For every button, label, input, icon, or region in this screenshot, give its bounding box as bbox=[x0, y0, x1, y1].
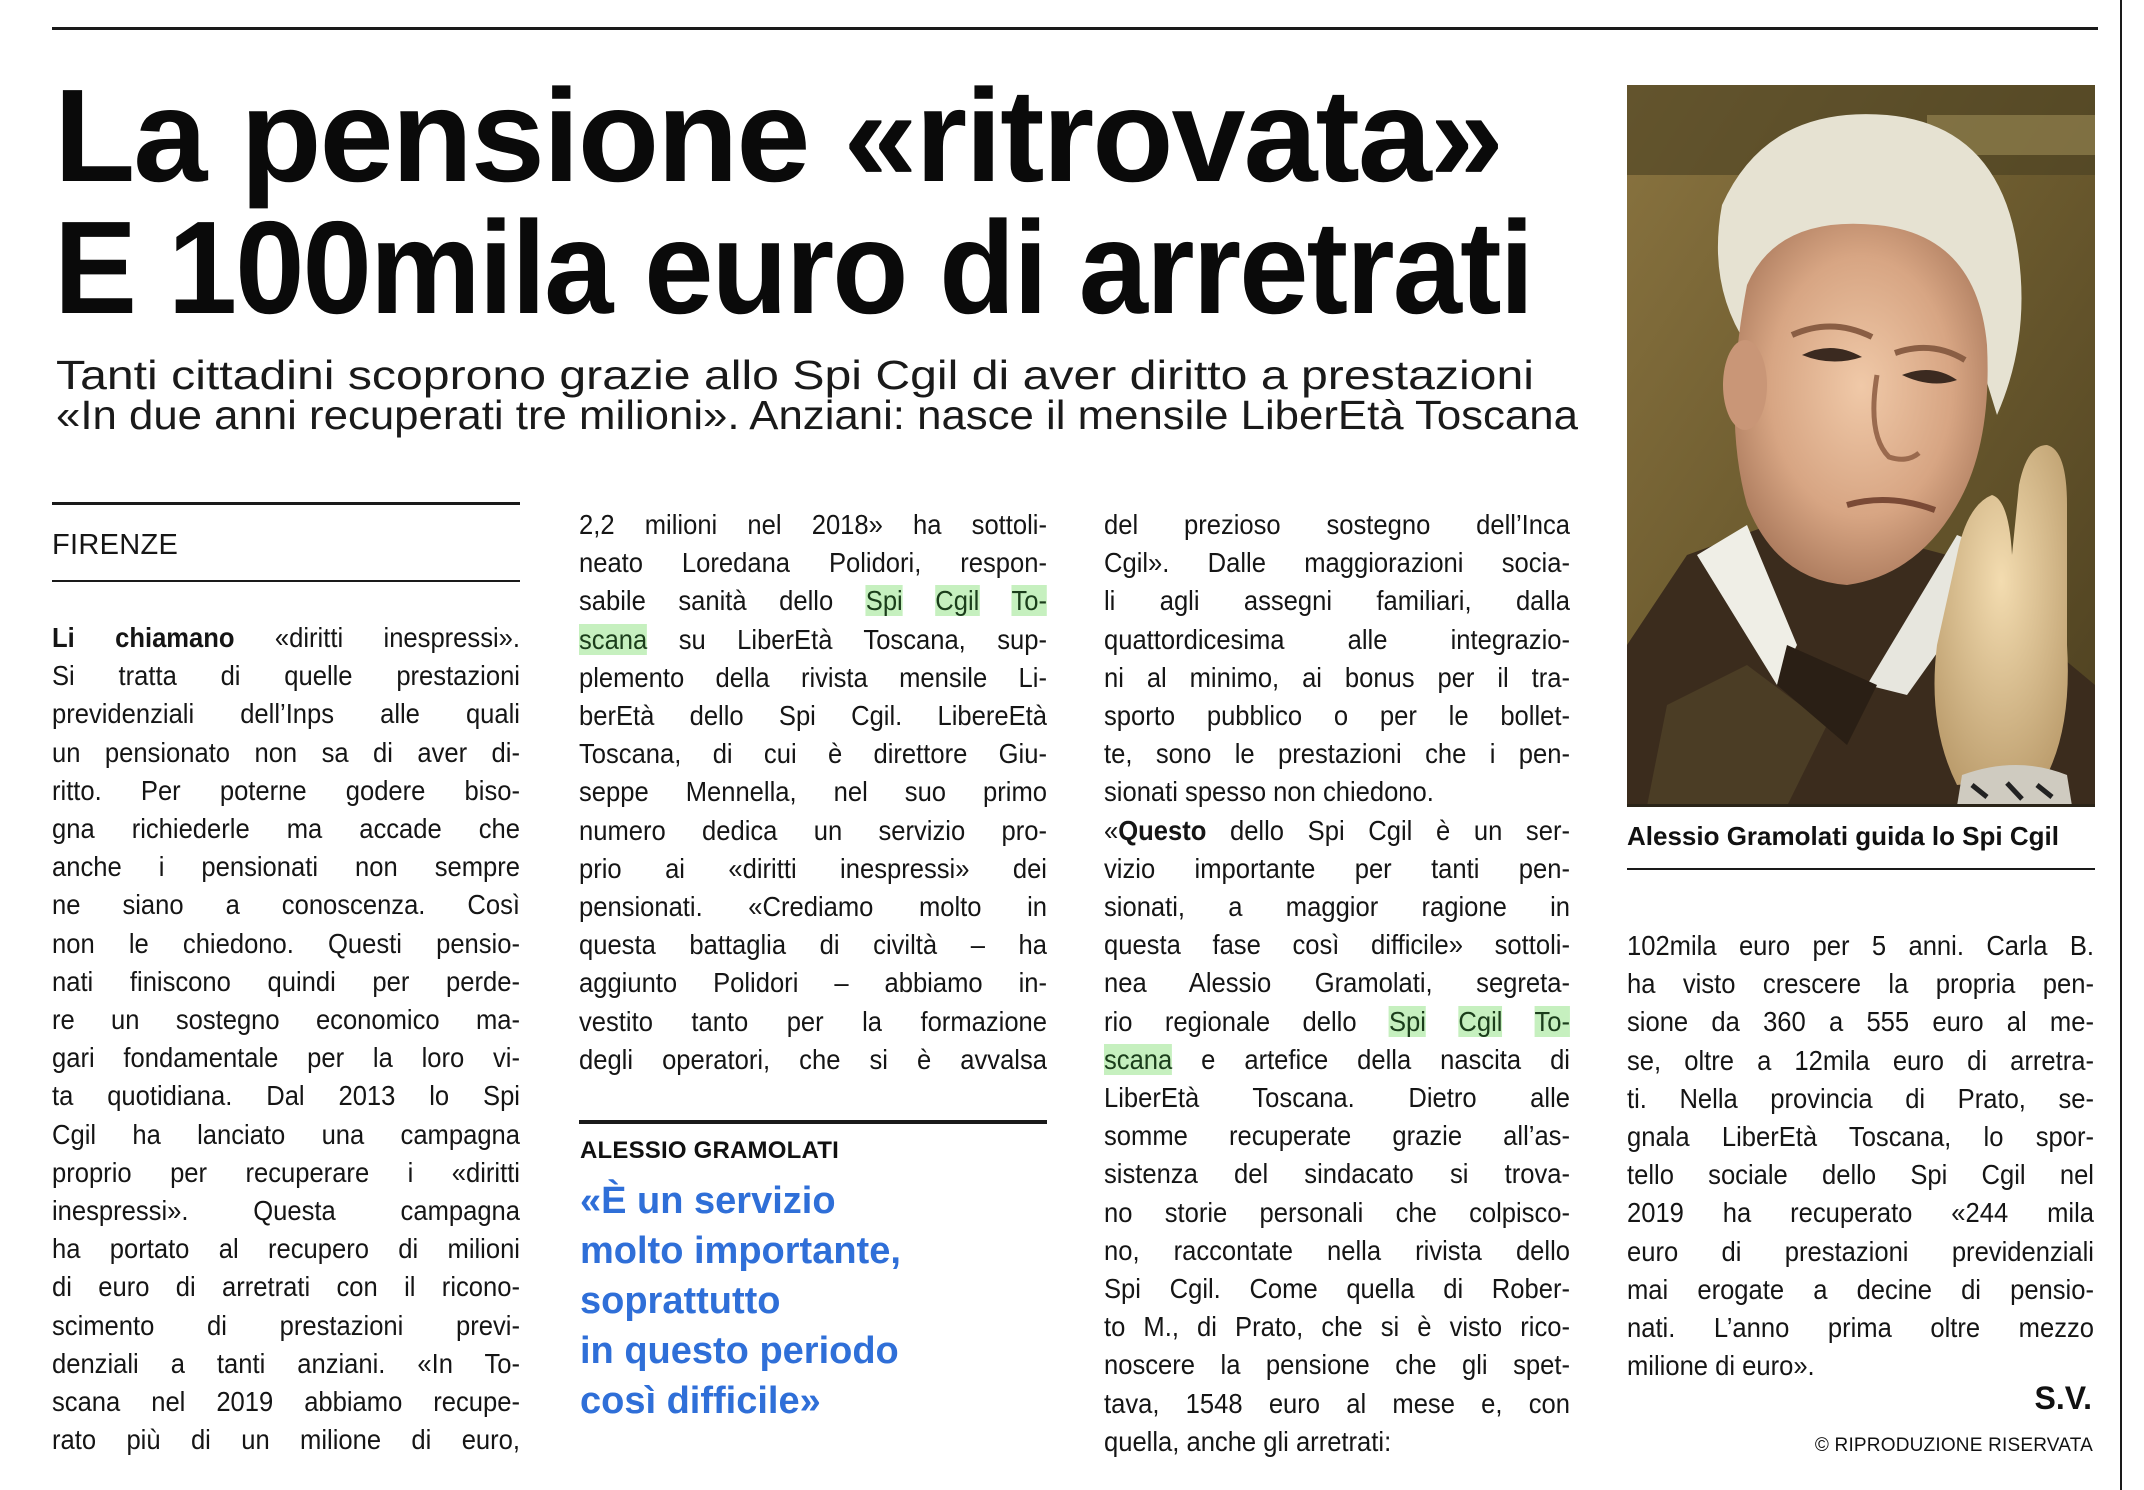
text-line bbox=[52, 1043, 520, 1073]
text-line bbox=[1104, 1427, 1570, 1457]
text-line bbox=[579, 816, 1047, 846]
quote-author: ALESSIO GRAMOLATI bbox=[580, 1137, 839, 1164]
author-signature: S.V. bbox=[2034, 1380, 2092, 1416]
text-line bbox=[52, 967, 520, 997]
text-segment: quattordicesima alle integrazio- bbox=[1104, 623, 1570, 655]
text-line bbox=[52, 1425, 520, 1455]
text-line bbox=[1104, 1083, 1570, 1113]
text-line bbox=[579, 701, 1047, 731]
highlighted-term: scana bbox=[1104, 1043, 1173, 1075]
quote-line: così difficile» bbox=[580, 1380, 821, 1422]
text-segment: gari fondamentale per la loro vi- bbox=[52, 1042, 520, 1074]
text-line bbox=[1104, 854, 1570, 884]
text-line bbox=[579, 777, 1047, 807]
text-segment: aggiunto Polidori – abbiamo in- bbox=[579, 967, 1047, 999]
text-segment: sionati spesso non chiedono. bbox=[1104, 776, 1434, 808]
text-segment: euro di prestazioni previdenziali bbox=[1627, 1235, 2094, 1267]
text-line bbox=[52, 1081, 520, 1111]
text-segment bbox=[1426, 1006, 1458, 1037]
lead-in-bold: Li chiamano bbox=[52, 622, 235, 653]
text-segment: sione da 360 a 555 euro al me- bbox=[1627, 1006, 2094, 1038]
text-line bbox=[52, 1158, 520, 1188]
text-line bbox=[52, 661, 520, 691]
text-line bbox=[1627, 1198, 2094, 1228]
text-line bbox=[1104, 663, 1570, 693]
text-segment: berEtà dello Spi Cgil. LibereEtà bbox=[579, 700, 1047, 731]
text-segment: rato più di un milione di euro, bbox=[52, 1424, 520, 1456]
text-segment: un pensionato non sa di aver di- bbox=[52, 736, 520, 768]
text-line bbox=[1104, 1198, 1570, 1228]
text-line bbox=[1627, 1007, 2094, 1037]
quote-rule bbox=[579, 1120, 1047, 1124]
text-segment: milione di euro». bbox=[1627, 1350, 1815, 1382]
text-segment: ha visto crescere la propria pen- bbox=[1627, 968, 2094, 1000]
text-line bbox=[579, 1045, 1047, 1075]
text-line bbox=[579, 892, 1047, 922]
text-line bbox=[52, 814, 520, 844]
text-line bbox=[1104, 1007, 1570, 1037]
text-segment: su LiberEtà Toscana, sup- bbox=[647, 623, 1047, 655]
text-line bbox=[1627, 1313, 2094, 1343]
text-segment: sionati, a maggior ragione in bbox=[1104, 891, 1570, 922]
text-line bbox=[1627, 1122, 2094, 1152]
text-segment: anche i pensionati non sempre bbox=[52, 851, 520, 883]
quote-line: soprattutto bbox=[580, 1280, 781, 1322]
text-segment: nati. L’anno prima oltre mezzo bbox=[1627, 1312, 2094, 1343]
highlighted-term: To- bbox=[1011, 585, 1047, 617]
text-line bbox=[579, 586, 1047, 616]
text-segment: Toscana, di cui è direttore Giu- bbox=[579, 738, 1047, 770]
text-segment: pensionati. «Crediamo molto in bbox=[579, 891, 1047, 922]
text-segment: nati finiscono quindi per perde- bbox=[52, 965, 520, 997]
text-line bbox=[1104, 1312, 1570, 1342]
headline-line-1: La pensione «ritrovata» bbox=[54, 62, 1502, 209]
text-segment: ne siano a conoscenza. Così bbox=[52, 889, 520, 921]
text-line bbox=[52, 1196, 520, 1226]
text-line bbox=[1104, 1236, 1570, 1266]
text-segment: neato Loredana Polidori, respon- bbox=[579, 547, 1047, 579]
text-segment: plemento della rivista mensile Li- bbox=[579, 661, 1047, 693]
text-line bbox=[52, 1272, 520, 1302]
text-segment: questa fase così difficile» sottoli- bbox=[1104, 929, 1570, 961]
text-line bbox=[52, 1005, 520, 1035]
text-line bbox=[1104, 586, 1570, 616]
text-segment: Cgil». Dalle maggiorazioni socia- bbox=[1104, 547, 1570, 579]
text-segment: denziali a tanti anziani. «In To- bbox=[52, 1347, 520, 1379]
text-line bbox=[1627, 1351, 2094, 1381]
page-edge-line bbox=[2120, 0, 2122, 1490]
text-line bbox=[52, 1234, 520, 1264]
text-line bbox=[52, 623, 520, 653]
text-segment: sabile sanità dello bbox=[579, 585, 866, 617]
deck-line-1: Tanti cittadini scoprono grazie allo Spi Cgil di aver diritto a prestazioni bbox=[56, 352, 1534, 398]
text-line bbox=[52, 1311, 520, 1341]
text-line bbox=[1104, 816, 1570, 846]
text-line bbox=[52, 1120, 520, 1150]
text-line bbox=[1104, 892, 1570, 922]
text-line bbox=[579, 625, 1047, 655]
photo-caption: Alessio Gramolati guida lo Spi Cgil bbox=[1627, 821, 2059, 851]
lead-in-bold: Questo bbox=[1118, 814, 1207, 846]
text-line bbox=[579, 968, 1047, 998]
text-line bbox=[52, 738, 520, 768]
text-segment: no, raccontate nella rivista dello bbox=[1104, 1234, 1570, 1266]
text-line bbox=[579, 1007, 1047, 1037]
text-segment: di euro di arretrati con il ricono- bbox=[52, 1271, 520, 1303]
text-line bbox=[52, 852, 520, 882]
text-segment: numero dedica un servizio pro- bbox=[579, 814, 1047, 846]
text-segment: li agli assegni familiari, dalla bbox=[1104, 585, 1570, 617]
text-line bbox=[52, 776, 520, 806]
highlighted-term: Cgil bbox=[935, 585, 980, 617]
text-segment: re un sostegno economico ma- bbox=[52, 1004, 520, 1035]
text-line bbox=[579, 663, 1047, 693]
text-segment: prio ai «diritti inespressi» dei bbox=[579, 852, 1047, 884]
text-segment: non le chiedono. Questi pensio- bbox=[52, 927, 520, 959]
text-line bbox=[579, 854, 1047, 884]
top-rule bbox=[52, 27, 2098, 30]
text-line bbox=[1104, 1159, 1570, 1189]
text-segment: dello Spi Cgil è un ser- bbox=[1206, 814, 1570, 846]
dateline-top-rule bbox=[52, 502, 520, 505]
text-line bbox=[1104, 739, 1570, 769]
text-segment: 102mila euro per 5 anni. Carla B. bbox=[1627, 930, 2094, 961]
text-segment: previdenziali dell’Inps alle quali bbox=[52, 698, 520, 730]
text-segment: ha portato al recupero di milioni bbox=[52, 1233, 520, 1265]
text-segment: «diritti inespressi». bbox=[234, 622, 520, 653]
deck-line-2: «In due anni recuperati tre milioni». Anziani: nasce il mensile LiberEtà Toscana bbox=[56, 392, 1578, 438]
text-segment: sistenza del sindacato si trova- bbox=[1104, 1158, 1570, 1190]
text-line bbox=[1627, 969, 2094, 999]
text-segment: scana nel 2019 abbiamo recupe- bbox=[52, 1386, 520, 1417]
text-line bbox=[1104, 625, 1570, 655]
highlighted-term: Cgil bbox=[1458, 1005, 1503, 1037]
text-line bbox=[1104, 1121, 1570, 1151]
text-line bbox=[52, 699, 520, 729]
text-line bbox=[1627, 1084, 2094, 1114]
text-line bbox=[1104, 777, 1570, 807]
text-line bbox=[1104, 1389, 1570, 1419]
text-line bbox=[1104, 968, 1570, 998]
text-segment: scimento di prestazioni previ- bbox=[52, 1309, 520, 1341]
text-line bbox=[52, 929, 520, 959]
text-segment: vizio importante per tanti pen- bbox=[1104, 852, 1570, 884]
text-line bbox=[52, 1349, 520, 1379]
text-line bbox=[579, 930, 1047, 960]
text-segment: del prezioso sostegno dell’Inca bbox=[1104, 509, 1570, 540]
text-line bbox=[52, 890, 520, 920]
highlighted-term: scana bbox=[579, 623, 648, 655]
photo-bottom-edge bbox=[1627, 804, 2095, 807]
text-line bbox=[579, 548, 1047, 578]
text-segment: ta quotidiana. Dal 2013 lo Spi bbox=[52, 1080, 520, 1112]
text-segment bbox=[1502, 1006, 1534, 1037]
text-segment: quella, anche gli arretrati: bbox=[1104, 1425, 1392, 1457]
text-segment: ni al minimo, ai bonus per il tra- bbox=[1104, 661, 1570, 693]
text-segment: rio regionale dello bbox=[1104, 1005, 1390, 1037]
text-segment: 2,2 milioni nel 2018» ha sottoli- bbox=[579, 509, 1047, 540]
text-segment: to M., di Prato, che si è visto rico- bbox=[1104, 1311, 1570, 1343]
text-segment: inespressi». Questa campagna bbox=[52, 1195, 520, 1226]
quote-line: in questo periodo bbox=[580, 1330, 899, 1372]
text-segment: proprio per recuperare i «diritti bbox=[52, 1156, 520, 1188]
text-segment: gna richiederle ma accade che bbox=[52, 813, 520, 844]
text-line bbox=[1104, 701, 1570, 731]
text-line bbox=[1104, 548, 1570, 578]
text-segment: gnala LiberEtà Toscana, lo spor- bbox=[1627, 1121, 2094, 1152]
text-segment: mai erogate a decine di pensio- bbox=[1627, 1273, 2094, 1305]
dateline-bottom-rule bbox=[52, 580, 520, 582]
highlighted-term: Spi bbox=[865, 585, 903, 617]
text-segment: ti. Nella provincia di Prato, se- bbox=[1627, 1082, 2094, 1114]
text-segment: te, sono le prestazioni che i pen- bbox=[1104, 738, 1570, 770]
quote-line: «È un servizio bbox=[580, 1180, 836, 1222]
text-line bbox=[579, 510, 1047, 540]
text-segment: Spi Cgil. Come quella di Rober- bbox=[1104, 1273, 1570, 1304]
text-segment: Cgil ha lanciato una campagna bbox=[52, 1118, 520, 1150]
text-line bbox=[1627, 1046, 2094, 1076]
text-segment: ritto. Per poterne godere biso- bbox=[52, 774, 520, 806]
highlighted-term: Spi bbox=[1389, 1005, 1426, 1037]
text-segment bbox=[903, 585, 936, 616]
portrait-photo bbox=[1627, 85, 2095, 806]
text-line bbox=[1627, 1160, 2094, 1190]
text-segment: degli operatori, che si è avvalsa bbox=[579, 1043, 1047, 1075]
quote-line: molto importante, bbox=[580, 1230, 901, 1272]
dateline: FIRENZE bbox=[52, 529, 179, 561]
copyright-notice: © RIPRODUZIONE RISERVATA bbox=[1814, 1435, 2093, 1456]
text-line bbox=[1104, 1045, 1570, 1075]
text-line bbox=[1104, 1274, 1570, 1304]
text-segment: noscere la pensione che gli spet- bbox=[1104, 1349, 1570, 1381]
text-line bbox=[1104, 1350, 1570, 1380]
highlighted-term: To- bbox=[1534, 1005, 1570, 1037]
text-segment: nea Alessio Gramolati, segreta- bbox=[1104, 967, 1570, 999]
text-segment: Si tratta di quelle prestazioni bbox=[52, 660, 520, 692]
text-segment: somme recuperate grazie all’as- bbox=[1104, 1120, 1570, 1152]
text-segment: 2019 ha recuperato «244 mila bbox=[1627, 1197, 2094, 1229]
portrait-illustration bbox=[1627, 85, 2095, 806]
text-line bbox=[1627, 931, 2094, 961]
text-segment: se, oltre a 12mila euro di arretra- bbox=[1627, 1044, 2094, 1076]
text-segment: questa battaglia di civiltà – ha bbox=[579, 929, 1047, 961]
text-segment: no storie personali che colpisco- bbox=[1104, 1196, 1570, 1228]
text-segment: tello sociale dello Spi Cgil nel bbox=[1627, 1159, 2094, 1191]
text-line bbox=[1104, 930, 1570, 960]
text-segment: LiberEtà Toscana. Dietro alle bbox=[1104, 1082, 1570, 1113]
headline-line-2: E 100mila euro di arretrati bbox=[54, 194, 1533, 341]
text-line bbox=[579, 739, 1047, 769]
text-line bbox=[1627, 1237, 2094, 1267]
text-segment: « bbox=[1104, 814, 1119, 846]
text-segment bbox=[979, 585, 1011, 616]
text-line bbox=[52, 1387, 520, 1417]
text-segment: seppe Mennella, nel suo primo bbox=[579, 776, 1047, 808]
text-segment: vestito tanto per la formazione bbox=[579, 1005, 1047, 1037]
text-segment: tava, 1548 euro al mese e, con bbox=[1104, 1387, 1570, 1419]
text-segment: sporto pubblico o per le bollet- bbox=[1104, 700, 1570, 731]
text-line bbox=[1627, 1275, 2094, 1305]
caption-rule bbox=[1627, 868, 2095, 870]
text-segment: e artefice della nascita di bbox=[1172, 1043, 1570, 1075]
text-line bbox=[1104, 510, 1570, 540]
